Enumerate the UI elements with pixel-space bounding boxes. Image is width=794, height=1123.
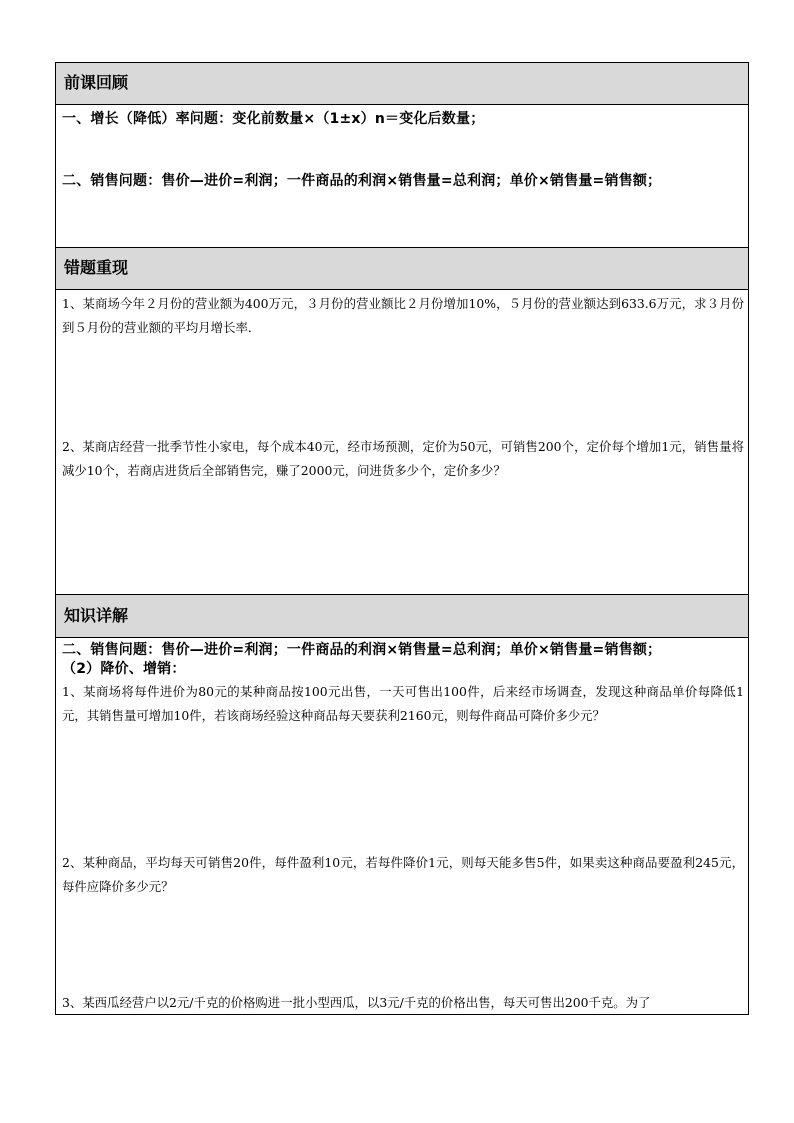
formula-growth-rate: 一、增长（降低）率问题：变化前数量×（1±x）n＝变化后数量； [62,111,485,127]
section-header-review [55,62,749,104]
section-title: 前课回顾 [64,73,129,92]
problem-2: 2、某商店经营一批季节性小家电，每个成本40元，经市场预测，定价为50元，可销售200个，定价每个增加1元，销售量将减少10个，若商店进货后全部销售完，赚了2000元，问进货多少个，定价多少？ [62,439,744,478]
section-header-mistakes [55,247,749,289]
problem-1: 1、某商场将每件进价为80元的某种商品按100元出售，一天可售出100件，后来经市场调查，发现这种商品单价每降低1元，其销售量可增加10件，若该商场经验这种商品每天要获利2160元，则每件商品可降价多少元？ [62,684,744,723]
knowledge-content [55,637,749,1015]
problem-2: 2、某种商品，平均每天可销售20件，每件盈利10元，若每件降价1元，则每天能多售5件，如果卖这种商品要盈利245元，每件应降价多少元？ [62,855,744,894]
mistakes-content [55,289,749,594]
section-title: 知识详解 [64,606,129,625]
section-title: 错题重现 [64,258,129,277]
subtopic-heading: （2）降价、增销： [62,661,186,677]
formula-sales: 二、销售问题：售价—进价=利润；一件商品的利润×销售量=总利润；单价×销售量=销售额； [62,642,662,658]
section-header-knowledge [55,594,749,637]
review-content [55,104,749,247]
problem-1: 1、某商场今年２月份的营业额为400万元，３月份的营业额比２月份增加10%，５月份的营业额达到633.6万元，求３月份到５月份的营业额的平均月增长率． [62,296,744,335]
formula-sales: 二、销售问题：售价—进价=利润；一件商品的利润×销售量=总利润；单价×销售量=销售额； [62,173,662,189]
problem-3: 3、某西瓜经营户以2元/千克的价格购进一批小型西瓜，以3元/千克的价格出售，每天可售出200千克。为了 [62,995,651,1010]
